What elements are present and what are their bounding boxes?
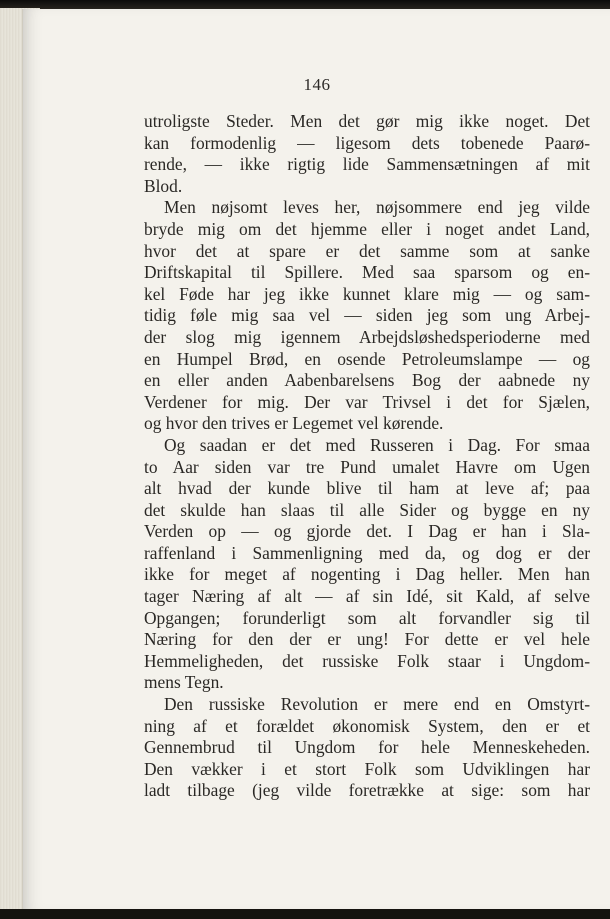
text-line: Næring for den der er ung! For dette er vel hele xyxy=(144,629,590,650)
text-line: Den russiske Revolution er mere end en Omstyrt- xyxy=(164,694,590,715)
text-line: Verdener for mig. Der var Trivsel i det for Sjælen, xyxy=(144,391,590,412)
page-number: 146 xyxy=(303,75,331,94)
text-line: Men nøjsomt leves her, nøjsommere end jeg vilde xyxy=(164,197,590,218)
text-line: Blod. xyxy=(144,175,183,196)
text-line: tager Næring af alt — af sin Idé, sit Kald, af selve xyxy=(144,586,590,607)
body-text xyxy=(144,111,590,802)
text-line: ladt tilbage (jeg vilde foretrække at sige: som har xyxy=(144,780,590,801)
text-line: utroligste Steder. Men det gør mig ikke noget. Det xyxy=(144,111,590,131)
text-line: Verden op — og gjorde det. I Dag er han i Sla- xyxy=(144,521,590,542)
text-line: Hemmeligheden, det russiske Folk staar i Ungdom- xyxy=(144,650,590,671)
text-line: der slog mig igennem Arbejdsløshedsperioderne med xyxy=(144,326,590,347)
text-line: Og saadan er det med Russeren i Dag. For smaa xyxy=(164,434,590,455)
text-line: mens Tegn. xyxy=(144,672,224,693)
text-line: Den vækker i et stort Folk som Udviklingen har xyxy=(144,758,590,779)
text-line: hvor det at spare er det samme som at sanke xyxy=(144,240,590,261)
text-line: ikke for meget af nogenting i Dag heller. Men han xyxy=(144,564,590,585)
text-line: Gennembrud til Ungdom for hele Menneskeheden. xyxy=(144,737,590,758)
text-line: to Aar siden var tre Pund umalet Havre om Ugen xyxy=(144,456,590,477)
text-line: og hvor den trives er Legemet vel kørende. xyxy=(144,413,444,434)
text-line: rende, — ikke rigtig lide Sammensætningen af mit xyxy=(144,154,590,175)
text-line: alt hvad der kunde blive til ham at leve af; paa xyxy=(144,478,590,499)
text-line: ning af et forældet økonomisk System, den er et xyxy=(144,715,590,736)
text-line: tidig føle mig saa vel — siden jeg som ung Arbej- xyxy=(144,305,590,326)
book-page xyxy=(22,9,610,911)
text-line: kel Føde har jeg ikke kunnet klare mig — og sam- xyxy=(144,283,590,304)
scan-bottom-edge xyxy=(0,909,610,919)
text-line: Opgangen; forunderligt som alt forvandler sig til xyxy=(144,607,590,628)
text-line: kan formodenlig — ligesom dets tobenede Paarø- xyxy=(144,132,590,153)
text-line: en eller anden Aabenbarelsens Bog der aabnede ny xyxy=(144,370,590,391)
text-line: en Humpel Brød, en osende Petroleumslampe — og xyxy=(144,348,590,369)
text-line: det skulde han slaas til alle Sider og bygge en ny xyxy=(144,499,590,520)
text-line: raffenland i Sammenligning med da, og dog er der xyxy=(144,542,590,563)
text-line: Driftskapital til Spillere. Med saa sparsom og en- xyxy=(144,262,590,283)
text-line: bryde mig om det hjemme eller i noget andet Land, xyxy=(144,218,590,239)
